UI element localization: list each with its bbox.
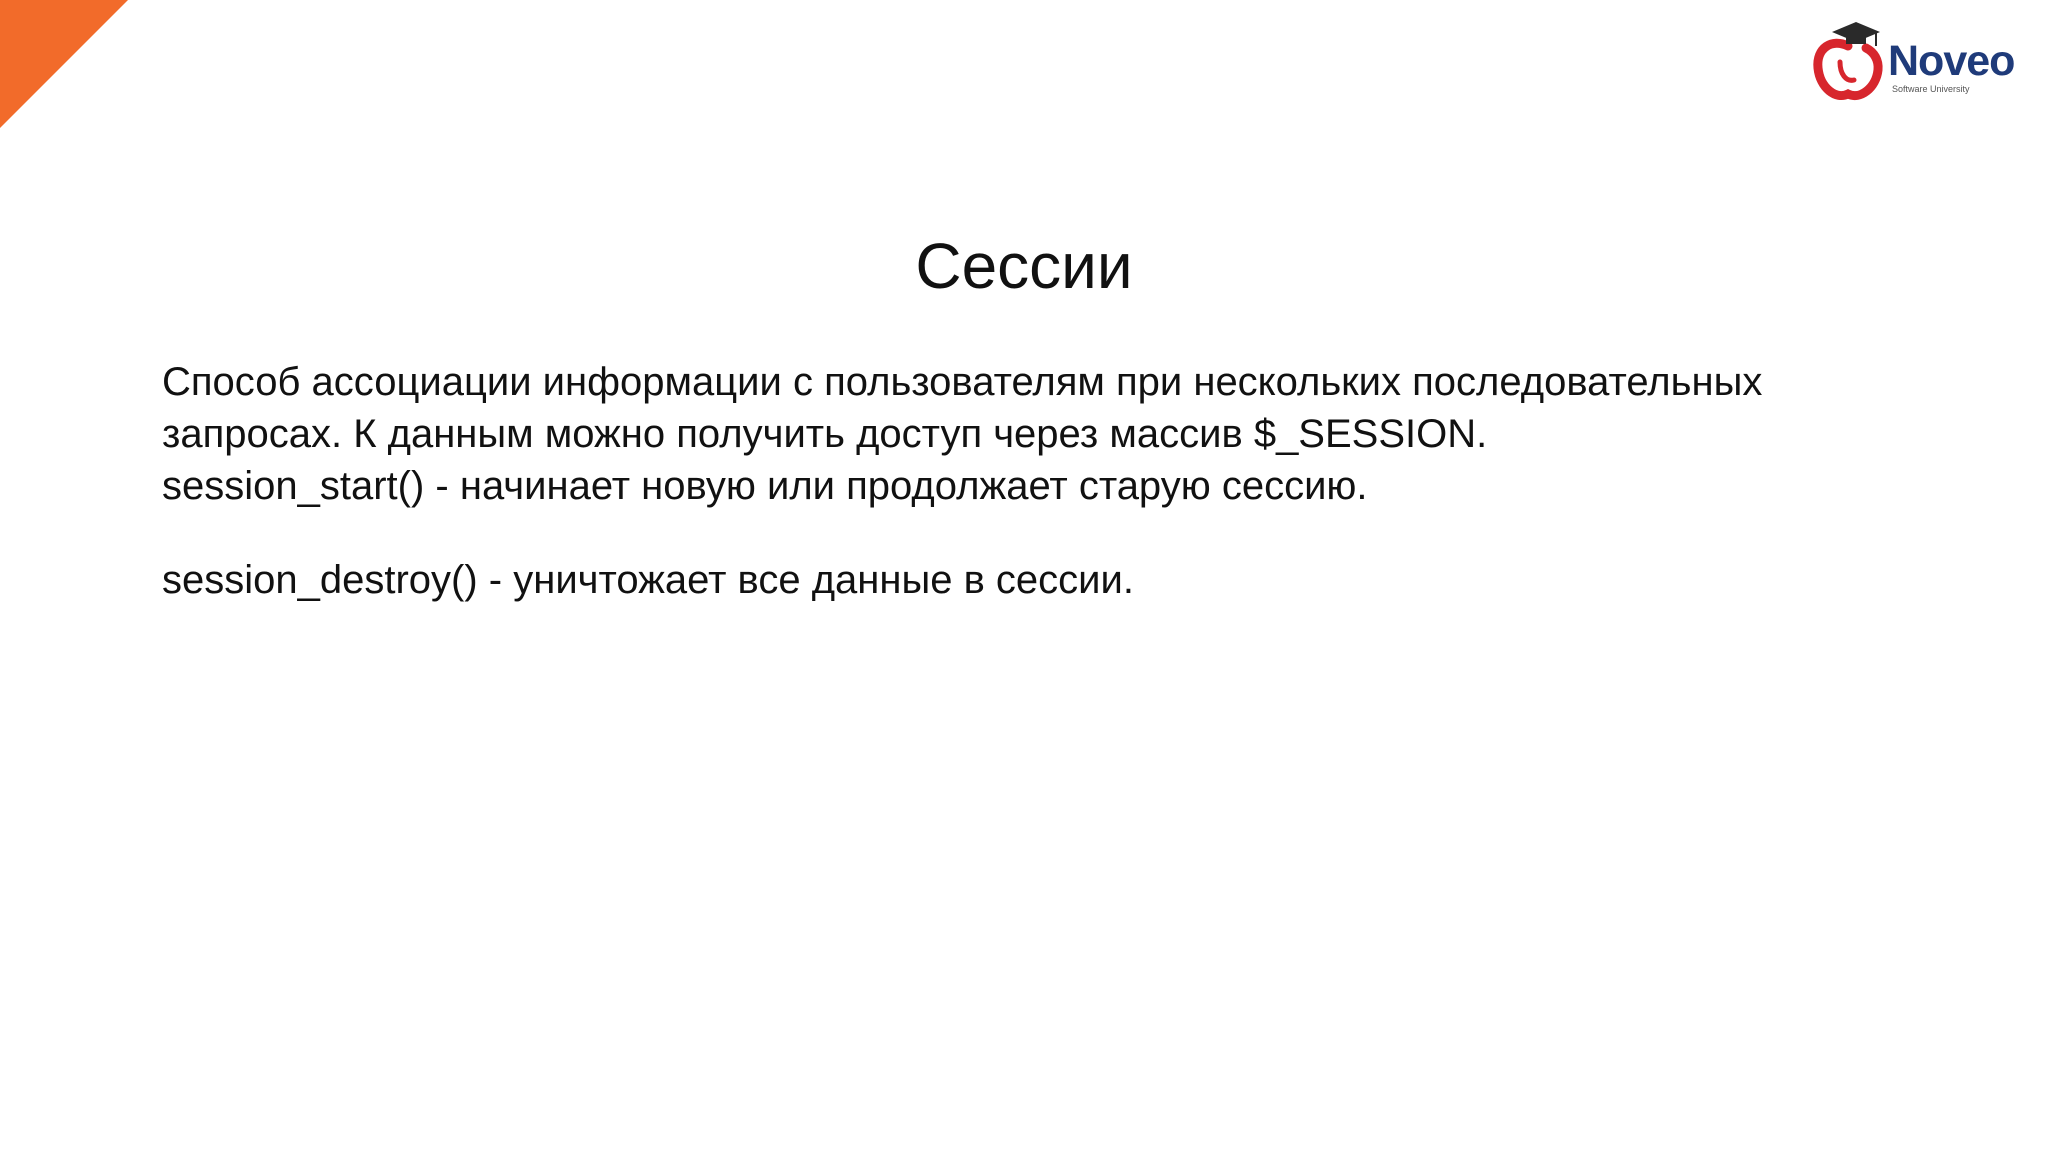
slide-body [162, 356, 1862, 606]
logo-tagline: Software University [1892, 84, 1970, 94]
definition-paragraph: Способ ассоциации информации с пользователям при нескольких последовательных запросах. К данным можно получить доступ через массив $_SESSION. [162, 360, 1763, 456]
noveo-logo [1810, 16, 2026, 102]
graduation-cap-apple-icon [1810, 16, 1886, 102]
logo-name: Noveo [1888, 37, 2015, 85]
session-start-line: session_start() - начинает новую или продолжает старую сессию. [162, 464, 1368, 508]
slide-title: Сессии [915, 230, 1133, 302]
orange-corner-triangle [0, 0, 128, 128]
session-destroy-line: session_destroy() - уничтожает все данные в сессии. [162, 558, 1134, 602]
